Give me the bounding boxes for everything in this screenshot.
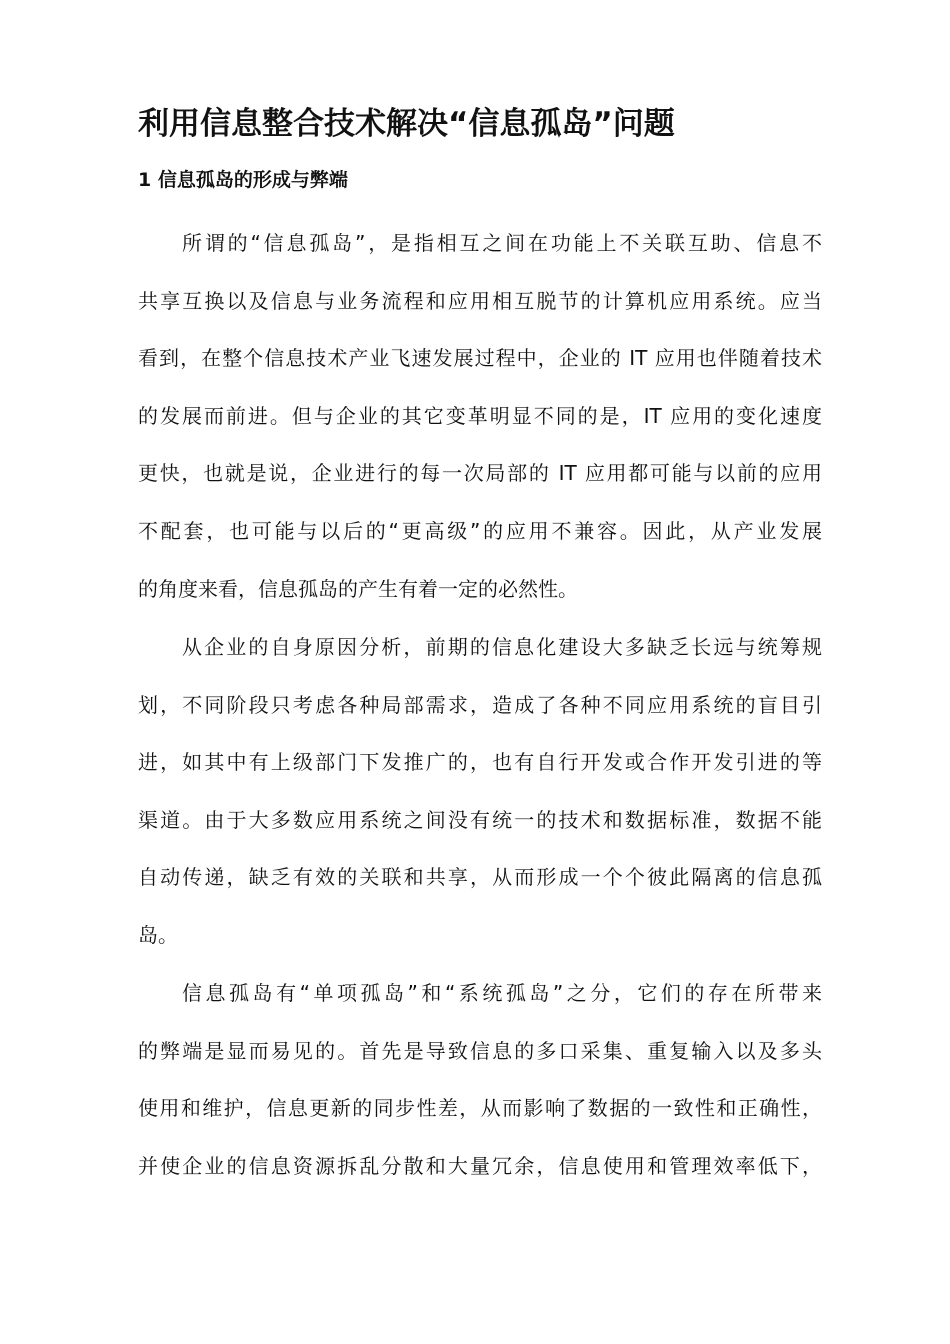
paragraph-line: 进，如其中有上级部门下发推广的，也有自行开发或合作开发引进的等 [138,750,822,775]
paragraph-line: 共享互换以及信息与业务流程和应用相互脱节的计算机应用系统。应当 [138,288,822,313]
paragraph-line: 并使企业的信息资源拆乱分散和大量冗余，信息使用和管理效率低下， [138,1153,822,1178]
paragraph-line: 的弊端是显而易见的。首先是导致信息的多口采集、重复输入以及多头 [138,1038,822,1063]
paragraph-2 [138,619,822,965]
document-title: 利用信息整合技术解决“信息孤岛”问题 [138,106,675,142]
section-heading: 1 信息孤岛的形成与弊端 [138,169,348,191]
paragraph-line: 使用和维护，信息更新的同步性差，从而影响了数据的一致性和正确性， [138,1096,822,1121]
paragraph-3 [138,965,822,1195]
paragraph-line: 信息孤岛有“单项孤岛”和“系统孤岛”之分，它们的存在所带来 [182,981,822,1005]
paragraph-line: 所谓的“信息孤岛”，是指相互之间在功能上不关联互助、信息不 [182,231,822,255]
paragraph-line: 划，不同阶段只考虑各种局部需求，造成了各种不同应用系统的盲目引 [138,692,822,717]
paragraph-line: 岛。 [138,922,178,947]
paragraph-line: 更快，也就是说，企业进行的每一次局部的 IT 应用都可能与以前的应用 [138,461,822,486]
paragraph-line: 的角度来看，信息孤岛的产生有着一定的必然性。 [138,576,578,601]
paragraph-line: 的发展而前进。但与企业的其它变革明显不同的是，IT 应用的变化速度 [138,403,822,428]
paragraph-1 [138,215,822,618]
paragraph-line: 渠道。由于大多数应用系统之间没有统一的技术和数据标准，数据不能 [138,807,822,832]
paragraph-line: 从企业的自身原因分析，前期的信息化建设大多缺乏长远与统筹规 [182,635,822,659]
paragraph-line: 不配套，也可能与以后的“更高级”的应用不兼容。因此，从产业发展 [138,518,822,543]
paragraph-line: 自动传递，缺乏有效的关联和共享，从而形成一个个彼此隔离的信息孤 [138,865,822,890]
paragraph-line: 看到，在整个信息技术产业飞速发展过程中，企业的 IT 应用也伴随着技术 [138,346,822,371]
